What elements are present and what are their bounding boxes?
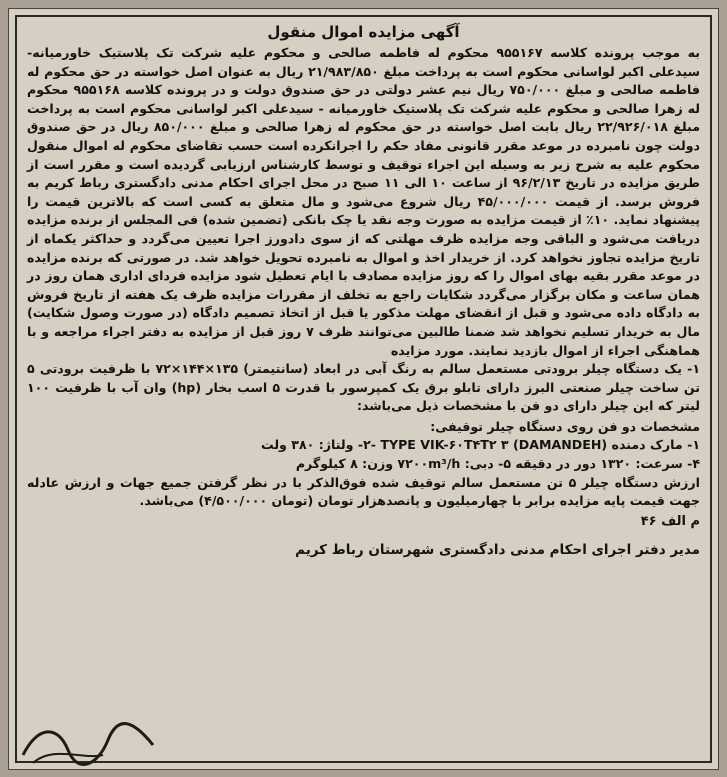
notice-body: به موجب پرونده کلاسه ۹۵۵۱۶۷ محکوم له فاطمه صالحی و محکوم علیه شرکت تک پلاستیک خاورمیانه- سیدعلی اکبر لواسانی محکوم است به پرداخت مبلغ ۲۱/۹۸۳/۸۵۰ ریال به عنوان اصل خواسته در حق محکوم له فاطمه صالحی و مبلغ ۷۵۰/۰۰۰ ریال نیم عشر دولتی در حق صندوق دولت و در پرونده کلاسه ۹۵۵۱۶۸ محکوم له زهرا صالحی و محکوم علیه شرکت تک پلاستیک خاورمیانه - سیدعلی اکبر لواسانی محکوم است به پرداخت مبلغ ۲۲/۹۲۶/۰۱۸ ریال بابت اصل خواسته در حق محکوم له زهرا صالحی و مبلغ ۸۵۰/۰۰۰ ریال در حق صندوق دولت چون نامبرده در موعد مقرر قانونی مفاد حکم را اجرانکرده است حسب تقاضای محکوم له اموال منقول محکوم علیه به شرح زیر به وسیله این اجراء توقیف و توسط کارشناس ارزیابی گردیده است و مقرر است از طریق مزایده در تاریخ ۹۶/۲/۱۳ از ساعت ۱۰ الی ۱۱ صبح در محل اجرای احکام مدنی دادگستری رباط کریم به فروش برسد. از قیمت ۴۵/۰۰۰/۰۰۰ ریال شروع می‌شود و مال متعلق به کسی است که بالاترین قیمت را پیشنهاد نماید. ۱۰٪ از قیمت مزایده به صورت وجه نقد یا چک بانکی (تضمین شده) فی المجلس از برنده مزایده دریافت می‌شود و الباقی وجه مزایده ظرف مهلتی که از سوی دادورز اجرا تعیین می‌گردد و حداکثر یکماه از تاریخ مزایده تجاوز نخواهد کرد. از خریدار اخذ و اموال به نامبرده تحویل خواهد شد. در صورتی که برنده مزایده در موعد مقرر بقیه بهای اموال را که روز مزایده مصادف با ایام تعطیل شود مزایده فردای اداری همان روز در همان ساعت و مکان برگزار می‌گردد شکایات راجع به تخلف از مقررات مزایده ظرف یک هفته از تاریخ فروش به دادگاه داده می‌شود و قبل از انقضای مهلت مذکور یا قبل از اتخاذ تصمیم دادگاه (در صورت وصول شکایت) مال به خریدار تسلیم نخواهد شد ضمنا طالبین می‌توانند ظرف ۷ روز قبل از مزایده به دفتر اجراء مراجعه و با هماهنگی اجراء از اموال بازدید نمایند. مورد مزایده (27, 45, 701, 358)
fan-specs (27, 418, 700, 474)
spec-line-1: ۱- مارک دمنده (DAMANDEH) ۲- TYPE VIK-۶۰T۴T۲ ۳- ولتاژ: ۳۸۰ ولت (261, 437, 700, 453)
notice-title: آگهی مزایده اموال منقول (267, 23, 460, 41)
signature-line: مدیر دفتر اجرای احکام مدنی دادگستری شهرستان رباط کریم (295, 541, 700, 558)
reference-number: م الف ۴۶ (640, 513, 700, 529)
clipping (8, 8, 719, 770)
notice-frame (15, 15, 712, 763)
auction-item: ۱- یک دستگاه چیلر برودتی مستعمل سالم به رنگ آبی در ابعاد (سانتیمتر) ۱۳۵×۱۴۴×۷۲ با ظرفیت برودتی ۵ تن ساخت چیلر صنعتی البرز دارای تابلو برق یک کمپرسور با قدرت ۵ اسب بخار (hp) وان آب با ظرفیت ۱۰۰ لیتر که این چیلر دارای دو فن با مشخصات ذیل می‌باشد: (27, 361, 700, 414)
scribble-mark (13, 715, 163, 767)
spec-line-2: ۴- سرعت: ۱۳۲۰ دور در دقیقه ۵- دبی: ۷۲۰۰m³/h وزن: ۸ کیلوگرم (295, 456, 700, 472)
valuation: ارزش دستگاه چیلر ۵ تن مستعمل سالم توقیف شده فوق‌الذکر با در نظر گرفتن جمیع جهات و ارزش عادله جهت قیمت پایه مزایده برابر با چهارمیلیون و پانصدهزار تومان (تومان ۴/۵۰۰/۰۰۰) می‌باشد. (27, 474, 700, 509)
specs-heading: مشخصات دو فن روی دستگاه چیلر توقیفی: (430, 418, 700, 434)
